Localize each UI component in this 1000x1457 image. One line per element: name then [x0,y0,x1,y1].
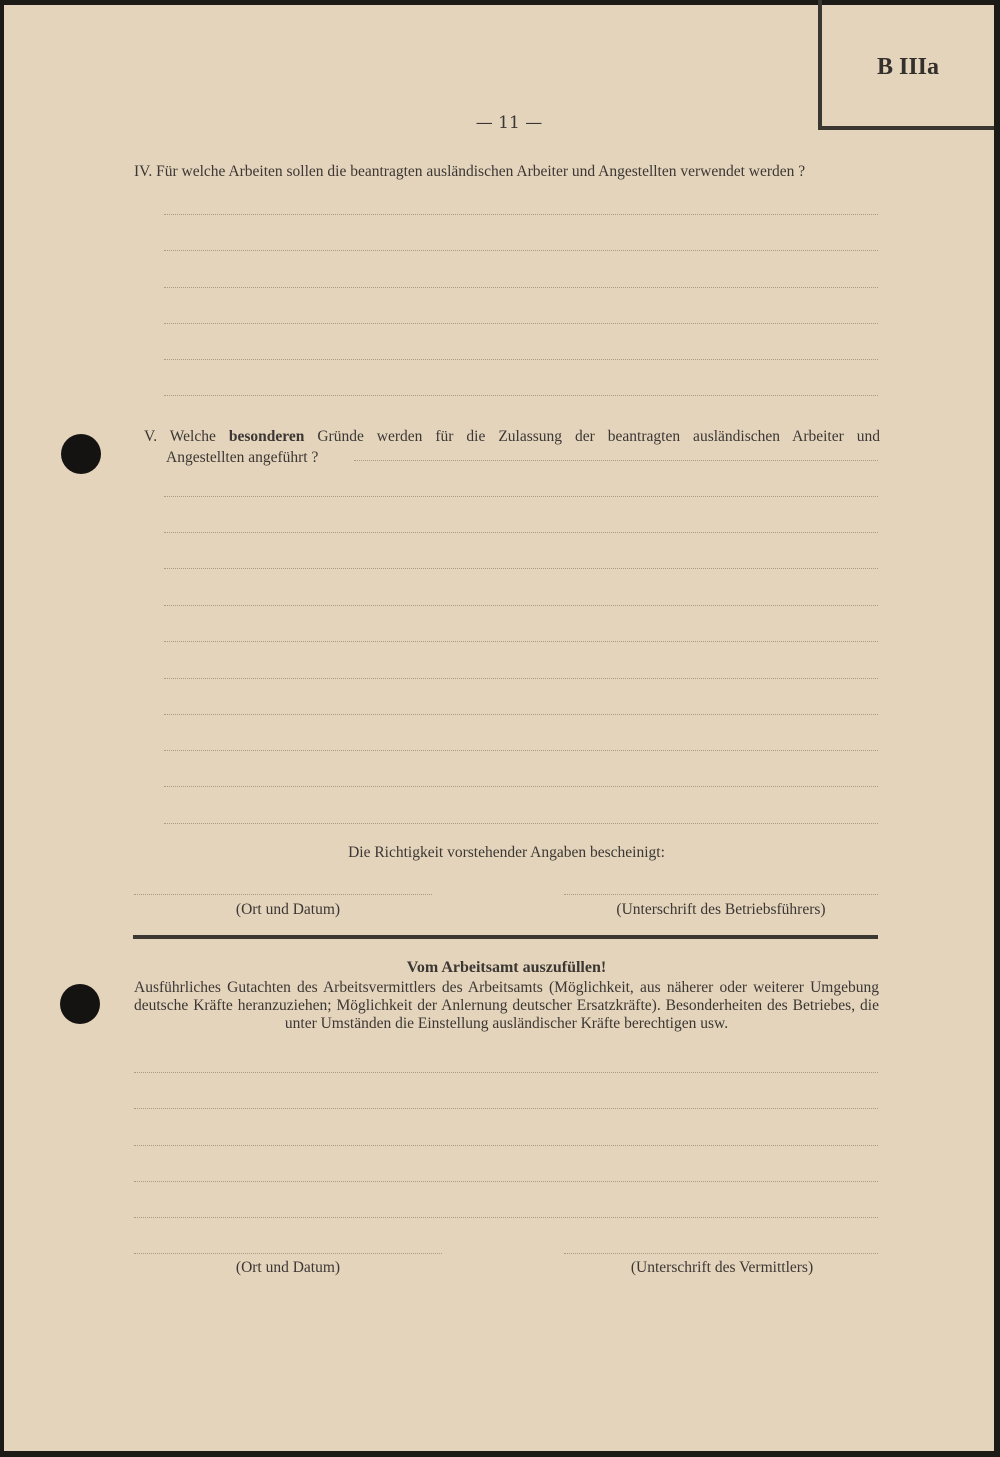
answer-line[interactable] [134,1108,878,1109]
answer-line[interactable] [164,287,878,288]
labour-office-title: Vom Arbeitsamt auszufüllen! [406,959,607,976]
answer-line[interactable] [164,823,878,824]
answer-line[interactable] [134,1072,878,1073]
question-iv-number: IV. [134,163,153,180]
answer-line[interactable] [354,460,878,461]
answer-line[interactable] [164,786,878,787]
answer-line[interactable] [164,678,878,679]
question-iv-text: Für welche Arbeiten sollen die beantragten ausländischen Arbeiter und Angestellten verwendet werden ? [156,163,806,180]
question-v-emphasis: besonderen [228,428,305,445]
answer-line[interactable] [164,714,878,715]
question-v-text-before: Welche [169,428,229,445]
signature-label: (Unterschrift des Betriebsführers) [616,901,826,918]
answer-line[interactable] [164,323,878,324]
question-v-number: V. [144,428,158,445]
place-date-label: (Ort und Datum) [235,1259,341,1276]
punch-hole [60,984,100,1024]
answer-line[interactable] [164,395,878,396]
answer-line[interactable] [164,605,878,606]
question-v-line1 [144,426,880,447]
form-code-box [818,0,994,130]
question-v-line2: Angestellten angeführt ? [166,449,319,466]
labour-office-instructions: Ausführliches Gutachten des Arbeitsvermittlers des Arbeitsamts (Möglichkeit, aus näherer oder weiterer Umgebung deutsche Kräfte heranzuziehen; Möglichkeit der Anlernung deutscher Ersatzkräfte). Besonderheiten des Betriebes, die unter Umständen die Einstellung ausländischer Kräfte berechtigen usw. [134,979,879,1032]
answer-line[interactable] [164,568,878,569]
answer-line[interactable] [164,214,878,215]
answer-line[interactable] [164,250,878,251]
answer-line[interactable] [134,1181,878,1182]
answer-line[interactable] [164,496,878,497]
answer-line[interactable] [134,1145,878,1146]
form-page [4,5,994,1451]
answer-line[interactable] [164,641,878,642]
answer-line[interactable] [164,359,878,360]
section-divider [133,935,878,939]
place-date-line[interactable] [134,894,432,895]
question-iv [134,161,884,182]
punch-hole [61,434,101,474]
question-v-text-after: Gründe werden für die Zulassung der beantragten ausländischen Arbeiter und [304,428,880,445]
page-number: — 11 — [475,113,543,133]
signature-label: (Unterschrift des Vermittlers) [630,1259,814,1276]
signature-line[interactable] [564,1253,878,1254]
answer-line[interactable] [134,1217,878,1218]
place-date-label: (Ort und Datum) [235,901,341,918]
answer-line[interactable] [164,532,878,533]
answer-line[interactable] [164,750,878,751]
form-code: B IIIa [876,54,940,80]
certification-statement: Die Richtigkeit vorstehender Angaben bescheinigt: [348,844,665,861]
place-date-line[interactable] [134,1253,442,1254]
signature-line[interactable] [564,894,878,895]
